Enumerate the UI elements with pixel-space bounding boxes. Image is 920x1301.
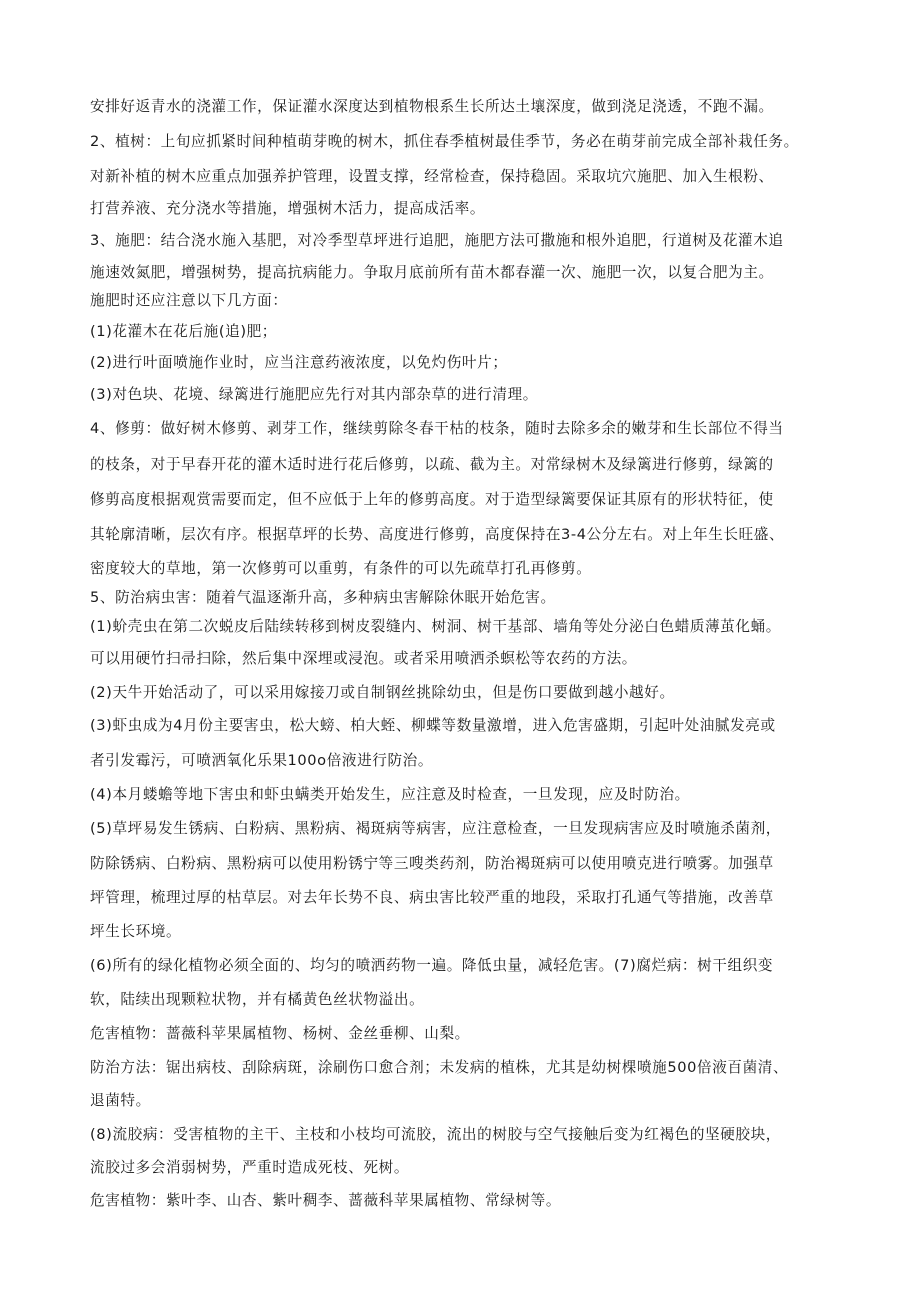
text-line: (6)所有的绿化植物必须全面的、均匀的喷洒药物一遍。降低虫量，减轻危害。(7)腐烂病：树干组织变	[90, 957, 774, 974]
text-line: 密度较大的草地，第一次修剪可以重剪，有条件的可以先疏草打孔再修剪。	[90, 560, 592, 577]
text-line: 的枝条，对于早春开花的灌木适时进行花后修剪，以疏、截为主。对常绿树木及绿篱进行修剪，绿篱的	[90, 456, 774, 473]
text-line: (3)虾虫成为4月份主要害虫，松大螃、柏大蛭、柳蝶等数量激增，进入危害盛期，引起叶处油腻发亮或	[90, 717, 776, 734]
text-line: 坪生长环境。	[90, 923, 182, 940]
text-line: 2、植树：上旬应抓紧时间种植萌芽晚的树木，抓住春季植树最佳季节，务必在萌芽前完成全部补栽任务。	[90, 133, 799, 150]
text-line: 5、防治病虫害：随着气温逐渐升高，多种病虫害解除休眠开始危害。	[90, 589, 556, 606]
text-line: (5)草坪易发生锈病、白粉病、黑粉病、褐斑病等病害，应注意检查，一旦发现病害应及时喷施杀菌剂，	[90, 820, 782, 837]
text-line: 者引发霉污，可喷洒氧化乐果100o倍液进行防治。	[90, 752, 434, 769]
text-line: 4、修剪：做好树木修剪、剥芽工作，继续剪除冬春干枯的枝条，随时去除多余的嫩芽和生长部位不得当	[90, 420, 784, 437]
text-line: 流胶过多会消弱树势，严重时造成死枝、死树。	[90, 1159, 410, 1176]
text-line: (1)花灌木在花后施(追)肥；	[90, 323, 277, 340]
text-line: (2)天牛开始活动了，可以采用嫁接刀或自制钢丝挑除幼虫，但是伤口要做到越小越好。	[90, 684, 675, 701]
text-line: (3)对色块、花境、绿篱进行施肥应先行对其内部杂草的进行清理。	[90, 386, 538, 403]
text-line: 可以用硬竹扫帚扫除，然后集中深埋或浸泡。或者采用喷洒杀螟松等农药的方法。	[90, 650, 637, 667]
text-line: 坪管理，梳理过厚的枯草层。对去年长势不良、病虫害比较严重的地段，采取打孔通气等措施，改善草	[90, 889, 774, 906]
text-line: 3、施肥：结合浇水施入基肥，对冷季型草坪进行追肥，施肥方法可撒施和根外追肥，行道树及花灌木追	[90, 232, 784, 249]
text-line: 施速效氮肥，增强树势，提高抗病能力。争取月底前所有苗木都春灌一次、施肥一次，以复合肥为主。	[90, 264, 774, 281]
text-line: 其轮廓清晰，层次有序。根据草坪的长势、高度进行修剪，高度保持在3-4公分左右。对上年生长旺盛、	[90, 526, 785, 543]
text-line: 防治方法：锯出病枝、刮除病斑，涂刷伤口愈合剂；未发病的植株，尤其是幼树棵喷施500倍液百菌清、	[90, 1059, 789, 1076]
text-line: 打营养液、充分浇水等措施，增强树木活力，提高成活率。	[90, 200, 486, 217]
text-line: (8)流胶病：受害植物的主干、主枝和小枝均可流胶，流出的树胶与空气接触后变为红褐色的坚硬胶块，	[90, 1126, 782, 1143]
text-line: (4)本月蝼蟾等地下害虫和虾虫螨类开始发生，应注意及时检查，一旦发现，应及时防治。	[90, 786, 690, 803]
text-line: 软，陆续出现颗粒状物，并有橘黄色丝状物溢出。	[90, 991, 425, 1008]
text-line: (1)蚧壳虫在第二次蜕皮后陆续转移到树皮裂缝内、树洞、树干基部、墙角等处分泌白色蜡质薄茧化蛹。	[90, 618, 782, 635]
text-line: 危害植物：蔷薇科苹果属植物、杨树、金丝垂柳、山梨。	[90, 1025, 470, 1042]
text-line: 施肥时还应注意以下几方面：	[90, 292, 288, 309]
text-line: (2)进行叶面喷施作业时，应当注意药液浓度，以免灼伤叶片；	[90, 354, 508, 371]
text-line: 修剪高度根据观赏需要而定，但不应低于上年的修剪高度。对于造型绿篱要保证其原有的形状特征，使	[90, 491, 774, 508]
text-line: 退菌特。	[90, 1092, 151, 1109]
text-line: 防除锈病、白粉病、黑粉病可以使用粉锈宁等三嗖类药剂，防治褐斑病可以使用喷克进行喷雾。加强草	[90, 855, 774, 872]
text-line: 安排好返青水的浇灌工作，保证灌水深度达到植物根系生长所达土壤深度，做到浇足浇透，不跑不漏。	[90, 98, 774, 115]
text-line: 对新补植的树木应重点加强养护管理，设置支撑，经常检查，保持稳固。采取坑穴施肥、加入生根粉、	[90, 168, 774, 185]
text-line: 危害植物：紫叶李、山杏、紫叶稠李、蔷薇科苹果属植物、常绿树等。	[90, 1192, 562, 1209]
